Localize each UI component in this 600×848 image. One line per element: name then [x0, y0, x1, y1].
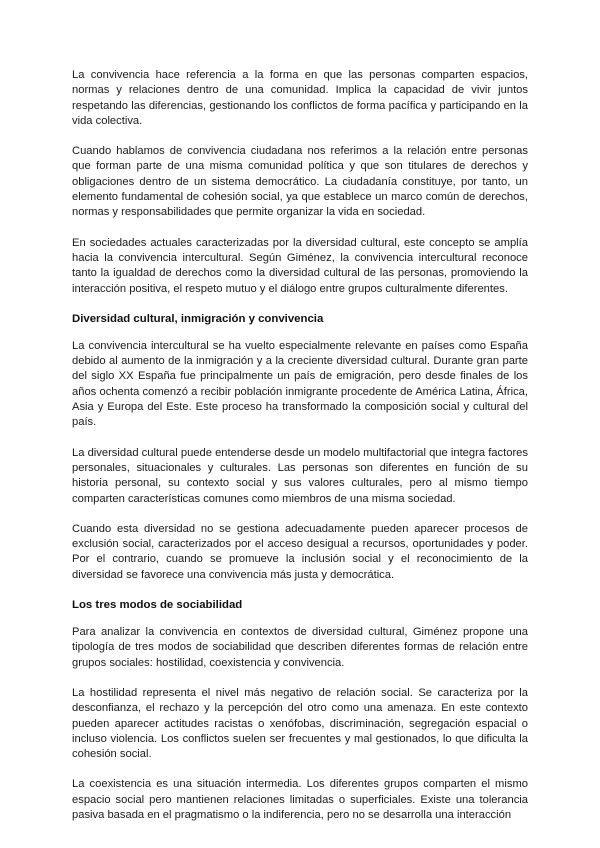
- section2-paragraph-3: La coexistencia es una situación intermedia. Los diferentes grupos comparten el mismo espacio social pero mantienen relaciones limitadas o superficiales. Existe una tolerancia pasiva basada en el pragmatismo o la indiferencia, pero no se desarrolla una interacción: [72, 778, 528, 821]
- section-heading-diversidad: Diversidad cultural, inmigración y convivencia: [72, 312, 324, 325]
- intro-paragraph-2: Cuando hablamos de convivencia ciudadana nos referimos a la relación entre personas que forman parte de una misma comunidad política y que son titulares de derechos y obligaciones dentro de un sistema democrático. La ciudadanía constituye, por tanto, un elemento fundamental de cohesión social, ya que establece un marco común de derechos, normas y responsabilidades que permite organizar la vida en sociedad.: [72, 145, 528, 219]
- section2-paragraph-1: Para analizar la convivencia en contextos de diversidad cultural, Giménez propone una tipología de tres modos de sociabilidad que describen diferentes formas de relación entre grupos sociales: hostilidad, coexistencia y convivencia.: [72, 626, 528, 669]
- section2-paragraph-2: La hostilidad representa el nivel más negativo de relación social. Se caracteriza por la desconfianza, el rechazo y la percepción del otro como una amenaza. En este contexto pueden aparecer actitudes racistas o xenófobas, discriminación, segregación espacial o incluso violencia. Los conflictos suelen ser frecuentes y mal gestionados, lo que dificulta la cohesión social.: [72, 686, 528, 761]
- section-heading-sociabilidad: Los tres modos de sociabilidad: [72, 599, 243, 612]
- intro-paragraph-3: En sociedades actuales caracterizadas por la diversidad cultural, este concepto se amplía hacia la convivencia intercultural. Según Giménez, la convivencia intercultural reconoce tanto la igualdad de derechos como la diversidad cultural de las personas, promoviendo la interacción positiva, el respeto mutuo y el diálogo entre grupos culturalmente diferentes.: [72, 236, 528, 295]
- section1-paragraph-1: La convivencia intercultural se ha vuelto especialmente relevante en países como España debido al aumento de la inmigración y a la creciente diversidad cultural. Durante gran parte del siglo XX España fue principalmente un país de emigración, pero desde finales de los años ochenta comenzó a recibir población inmigrante procedente de América Latina, África, Asia y Europa del Este. Este proceso ha transformado la composición social y cultural del país.: [72, 339, 528, 429]
- section1-paragraph-2: La diversidad cultural puede entenderse desde un modelo multifactorial que integra factores personales, situacionales y culturales. Las personas son diferentes en función de su historia personal, su contexto social y sus valores culturales, pero al mismo tiempo comparten características comunes como miembros de una misma sociedad.: [72, 446, 528, 505]
- section1-paragraph-3: Cuando esta diversidad no se gestiona adecuadamente pueden aparecer procesos de exclusión social, caracterizados por el acceso desigual a recursos, oportunidades y poder. Por el contrario, cuando se promueve la inclusión social y el reconocimiento de la diversidad se favorece una convivencia más justa y democrática.: [72, 522, 528, 581]
- document-body: [72, 68, 528, 838]
- intro-paragraph-1: La convivencia hace referencia a la forma en que las personas comparten espacios, normas y relaciones dentro de una comunidad. Implica la capacidad de vivir juntos respetando las diferencias, gestionando los conflictos de forma pacífica y participando en la vida colectiva.: [72, 69, 528, 127]
